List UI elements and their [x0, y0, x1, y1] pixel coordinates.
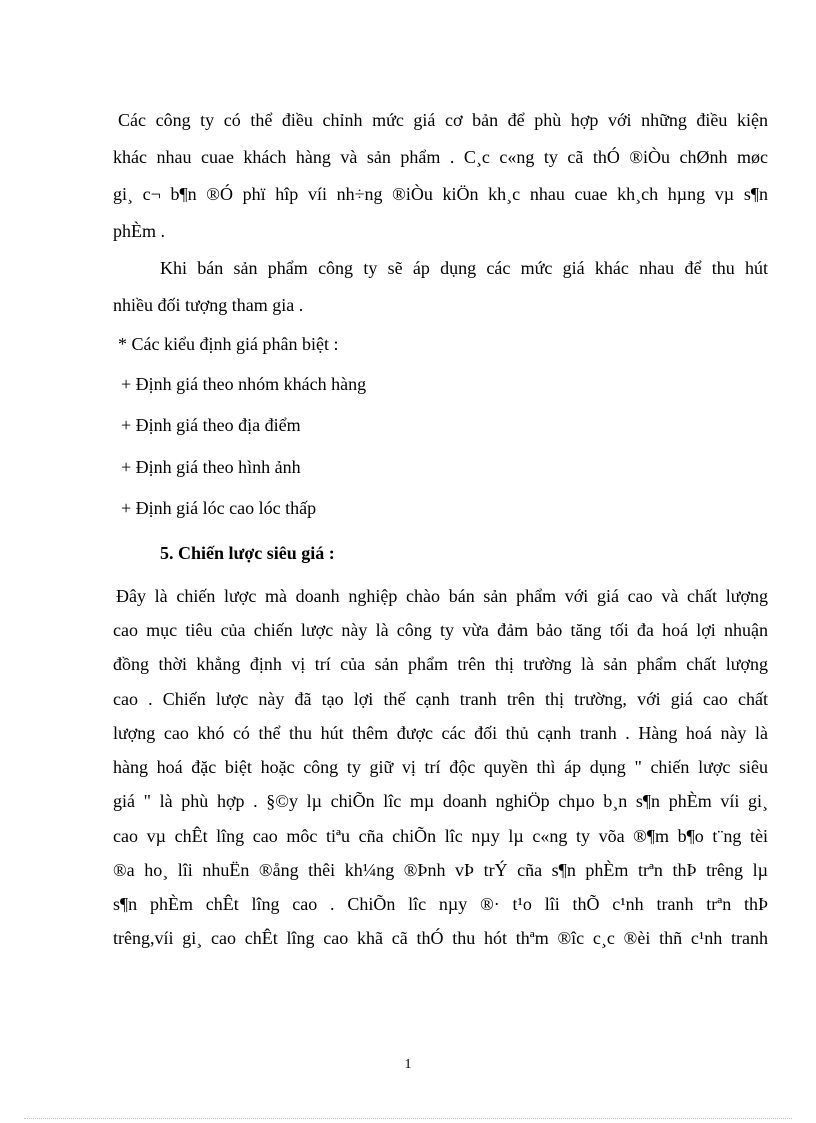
paragraph-3-line-7: giá " là phù hợp . §©y lµ chiÕn lîc mµ doanh nghiÖp chµo b¸n s¶n phÈm víi gi¸ [113, 791, 768, 811]
page-number: 1 [404, 1057, 412, 1072]
paragraph-3-line-4: cao . Chiến lược này đã tạo lợi thế cạnh tranh trên thị trường, với giá cao chất [113, 689, 768, 709]
paragraph-3-line-1: Đây là chiến lược mà doanh nghiệp chào bán sản phẩm với giá cao và chất lượng [116, 586, 768, 606]
paragraph-1-line-4: phÈm . [113, 221, 165, 241]
paragraph-3-line-11: trêng,víi gi¸ cao chÊt lîng cao khã cã thÓ thu hót thªm ®îc c¸c ®èi thñ c¹nh tranh [113, 928, 768, 948]
list-item: + Định giá lóc cao lóc thấp [121, 498, 317, 518]
paragraph-1-line-2: khác nhau cuae khách hàng và sản phẩm . C¸c c«ng ty cã thÓ ®iÒu chØnh møc [113, 147, 768, 167]
list-title: * Các kiểu định giá phân biệt : [118, 334, 339, 354]
paragraph-1-line-3: gi¸ c¬ b¶n ®Ó phï hîp víi nh÷ng ®iÒu kiÖn kh¸c nhau cuae kh¸ch hµng vµ s¶n [113, 184, 768, 204]
paragraph-3-line-2: cao mục tiêu của chiến lược này là công ty vừa đảm bảo tăng tối đa hoá lợi nhuận [113, 620, 768, 640]
paragraph-3-line-6: hàng hoá đặc biệt hoặc công ty giữ vị trí độc quyền thì áp dụng " chiến lược siêu [113, 757, 768, 777]
paragraph-3-line-9: ®a ho¸ lîi nhuËn ®ång thêi kh¼ng ®Þnh vÞ trÝ cña s¶n phÈm trªn thÞ trêng lµ [113, 860, 768, 880]
paragraph-3-line-3: đồng thời khẳng định vị trí của sản phẩm trên thị trường là sản phẩm chất lượng [113, 654, 768, 674]
list-item: + Định giá theo địa điểm [121, 415, 301, 435]
paragraph-3-line-5: lượng cao khó có thể thu hút thêm được các đối thủ cạnh tranh . Hàng hoá này là [113, 723, 768, 743]
paragraph-2-line-2: nhiều đối tượng tham gia . [113, 295, 304, 315]
page-bottom-divider [24, 1118, 792, 1119]
section-heading: 5. Chiến lược siêu giá : [160, 543, 335, 563]
list-item: + Định giá theo hình ảnh [121, 457, 301, 477]
paragraph-1-line-1: Các công ty có thể điều chỉnh mức giá cơ bản để phù hợp với những điều kiện [118, 110, 768, 130]
paragraph-3-line-10: s¶n phÈm chÊt lîng cao . ChiÕn lîc nµy ®· t¹o lîi thÕ c¹nh tranh trªn thÞ [113, 894, 768, 914]
paragraph-3-line-8: cao vµ chÊt lîng cao môc tiªu cña chiÕn lîc nµy lµ c«ng ty võa ®¶m b¶o t¨ng tèi [113, 826, 768, 846]
list-item: + Định giá theo nhóm khách hàng [121, 374, 367, 394]
paragraph-2-line-1: Khi bán sản phẩm công ty sẽ áp dụng các mức giá khác nhau để thu hút [160, 258, 768, 278]
